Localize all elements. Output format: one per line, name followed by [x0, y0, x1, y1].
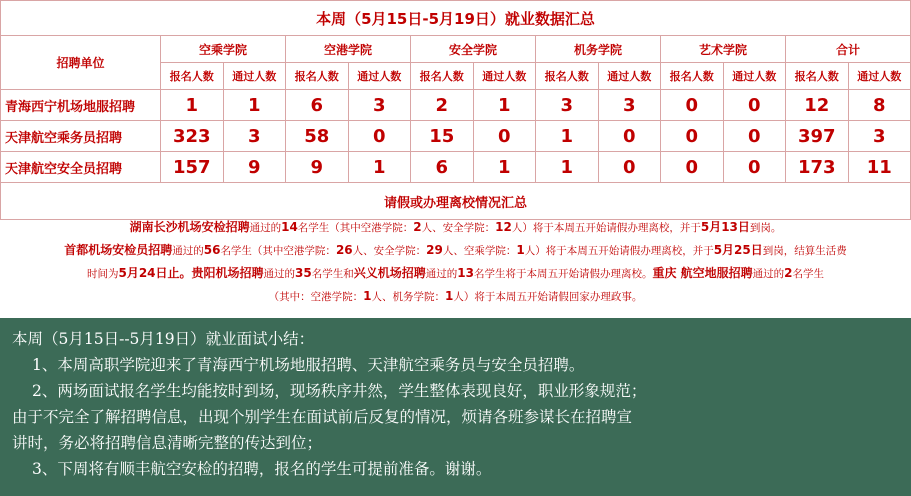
sub-header-passed: 通过人数: [723, 63, 786, 90]
cell-value: 0: [348, 121, 411, 152]
table-row: [1, 121, 911, 152]
note-number: 2: [413, 220, 422, 234]
recruiter-name: 天津航空安全员招聘: [1, 152, 161, 183]
note-text: 通过的: [263, 268, 296, 280]
cell-value: 0: [723, 90, 786, 121]
recruiter-name: 青海西宁机场地服招聘: [1, 90, 161, 121]
sub-header-registered: 报名人数: [536, 63, 599, 90]
note-text: 人、空乘学院：: [442, 245, 517, 257]
note-text: 通过的: [172, 245, 204, 257]
cell-value: 6: [286, 90, 349, 121]
note-text: 通过的: [752, 268, 785, 280]
cell-value: 9: [286, 152, 349, 183]
note-line: [0, 216, 911, 239]
sub-header-registered: 报名人数: [411, 63, 474, 90]
cell-value: 0: [661, 121, 724, 152]
note-number: 1: [516, 243, 525, 257]
cell-value: 1: [536, 152, 599, 183]
college-header: 艺术学院: [661, 36, 786, 63]
cell-value: 8: [848, 90, 911, 121]
sub-header-registered: 报名人数: [161, 63, 224, 90]
note-text: 到岗。: [749, 222, 782, 234]
cell-value: 3: [598, 90, 661, 121]
note-text: 通过的: [249, 222, 282, 234]
note-text: 人）将于本周五开始请假办理离校，并于: [511, 222, 701, 234]
note-text: 名学生和: [311, 268, 354, 280]
note-date: 5月13日: [700, 220, 750, 234]
note-text: 名学生（其中空港学院：: [297, 222, 414, 234]
note-text: 名学生: [792, 268, 825, 280]
cell-value: 0: [661, 90, 724, 121]
cell-value: 1: [161, 90, 224, 121]
sub-header-registered: 报名人数: [786, 63, 849, 90]
cell-value: 58: [286, 121, 349, 152]
sub-header-passed: 通过人数: [348, 63, 411, 90]
employment-data-table: [0, 0, 911, 220]
note-date: 5月25日: [713, 243, 763, 257]
college-header: 空港学院: [286, 36, 411, 63]
summary-paragraph: 2、两场面试报名学生均能按时到场，现场秩序井然，学生整体表现良好，职业形象规范；: [32, 382, 647, 400]
recruiter-name: 首都机场安检员招聘: [64, 243, 173, 257]
cell-value: 0: [723, 152, 786, 183]
sub-header-passed: 通过人数: [473, 63, 536, 90]
recruiter-name: 湖南长沙机场安检招聘: [129, 220, 250, 234]
cell-value: 0: [661, 152, 724, 183]
unit-header: 招聘单位: [1, 36, 161, 90]
note-text: 到岗，结算生活费: [762, 245, 847, 257]
note-text: 时间为: [86, 268, 119, 280]
summary-paragraph: 3、下周将有顺丰航空安检的招聘，报名的学生可提前准备。谢谢。: [32, 460, 492, 478]
table-title: 本周（5月15日-5月19日）就业数据汇总: [1, 1, 911, 36]
note-line: [0, 239, 911, 262]
note-line: [0, 262, 911, 285]
note-text: 名学生将于本周五开始请假办理离校。: [473, 268, 653, 280]
sub-header-registered: 报名人数: [286, 63, 349, 90]
note-date: 5月24日止。: [118, 266, 192, 280]
cell-value: 0: [598, 152, 661, 183]
note-number: 56: [203, 243, 221, 257]
note-text: 人）将于本周五开始请假回家办理政事。: [453, 291, 643, 303]
cell-value: 2: [411, 90, 474, 121]
note-text: （其中：空港学院：: [268, 291, 364, 303]
cell-value: 173: [786, 152, 849, 183]
cell-value: 0: [723, 121, 786, 152]
note-number: 14: [281, 220, 298, 234]
summary-paragraph: 由于不完全了解招聘信息，出现个别学生在面试前后反复的情况，烦请各班参谋长在招聘宣: [12, 408, 633, 426]
cell-value: 11: [848, 152, 911, 183]
note-number: 26: [335, 243, 353, 257]
note-text: 人）将于本周五开始请假办理离校，并于: [524, 245, 714, 257]
sub-header-registered: 报名人数: [661, 63, 724, 90]
note-line: [0, 285, 911, 308]
summary-paragraph: 讲时，务必将招聘信息清晰完整的传达到位；: [12, 434, 323, 452]
note-number: 2: [784, 266, 793, 280]
cell-value: 0: [598, 121, 661, 152]
cell-value: 3: [848, 121, 911, 152]
leave-section-title: 请假或办理离校情况汇总: [1, 183, 911, 220]
total-header: 合计: [786, 36, 911, 63]
cell-value: 1: [473, 152, 536, 183]
cell-value: 3: [223, 121, 286, 152]
note-number: 13: [457, 266, 474, 280]
recruiter-name: 重庆 航空地服招聘: [652, 266, 753, 280]
note-text: 人、安全学院：: [352, 245, 427, 257]
college-header: 机务学院: [536, 36, 661, 63]
note-text: 名学生（其中空港学院：: [220, 245, 336, 257]
cell-value: 323: [161, 121, 224, 152]
cell-value: 12: [786, 90, 849, 121]
cell-value: 1: [348, 152, 411, 183]
note-text: 通过的: [425, 268, 458, 280]
note-number: 12: [495, 220, 512, 234]
note-text: 人、机务学院：: [371, 291, 445, 303]
note-number: 35: [295, 266, 312, 280]
cell-value: 1: [536, 121, 599, 152]
table-row: [1, 90, 911, 121]
note-number: 1: [445, 289, 454, 303]
note-number: 29: [426, 243, 443, 257]
note-text: 人、安全学院：: [421, 222, 496, 234]
cell-value: 157: [161, 152, 224, 183]
sub-header-passed: 通过人数: [223, 63, 286, 90]
recruiter-name: 天津航空乘务员招聘: [1, 121, 161, 152]
note-number: 1: [363, 289, 372, 303]
cell-value: 0: [473, 121, 536, 152]
leave-notes: [0, 216, 911, 314]
college-header: 安全学院: [411, 36, 536, 63]
cell-value: 1: [473, 90, 536, 121]
summary-heading: 本周（5月15日--5月19日）就业面试小结：: [12, 330, 315, 348]
recruiter-name: 兴义机场招聘: [353, 266, 426, 280]
cell-value: 6: [411, 152, 474, 183]
cell-value: 397: [786, 121, 849, 152]
table-row: [1, 152, 911, 183]
cell-value: 9: [223, 152, 286, 183]
sub-header-passed: 通过人数: [598, 63, 661, 90]
cell-value: 3: [348, 90, 411, 121]
recruiter-name: 贵阳机场招聘: [191, 266, 264, 280]
college-header: 空乘学院: [161, 36, 286, 63]
interview-summary-panel: [0, 318, 911, 496]
cell-value: 1: [223, 90, 286, 121]
summary-paragraph: 1、本周高职学院迎来了青海西宁机场地服招聘、天津航空乘务员与安全员招聘。: [32, 356, 585, 374]
cell-value: 3: [536, 90, 599, 121]
sub-header-passed: 通过人数: [848, 63, 911, 90]
cell-value: 15: [411, 121, 474, 152]
